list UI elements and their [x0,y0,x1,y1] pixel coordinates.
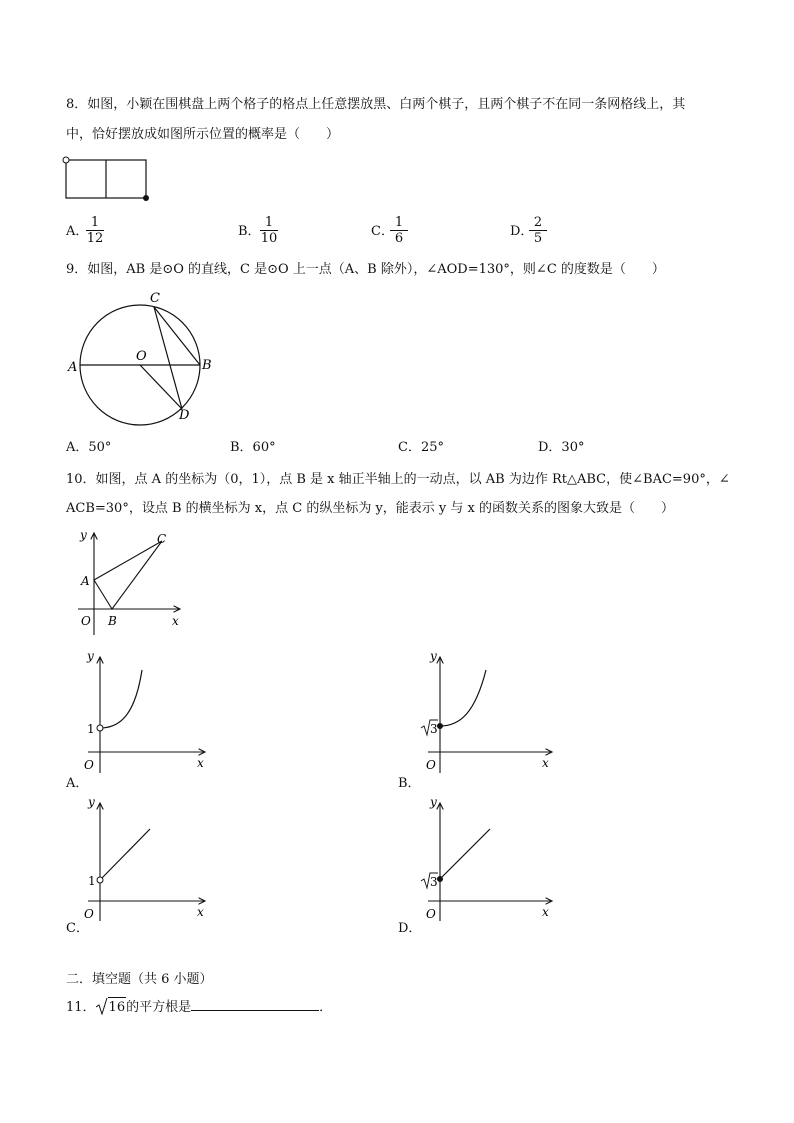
label-o: O [426,758,436,772]
label-b: B [108,614,117,628]
q10-option-b: B． [398,776,421,791]
numerator: 1 [90,215,100,230]
denominator: 5 [533,231,543,246]
q9-option-c: C．25° [398,440,444,455]
q8-line1: 8．如图，小颖在围棋盘上两个格子的格点上任意摆放黑、白两个棋子，且两个棋子不在同一条网格线上，其 [66,97,686,112]
q11-end: ． [319,1000,333,1015]
q11-suffix: 的平方根是 [126,1000,192,1015]
q8-line2: 中，恰好摆放成如图所示位置的概率是（ ） [66,127,340,142]
line [100,829,150,880]
q10-option-c: C． [66,921,89,936]
label-o: O [426,907,436,921]
q9-option-a: A．50° [66,440,112,455]
curve [440,670,486,726]
label-c: C [150,291,160,306]
denominator: 10 [260,231,278,246]
label-y: y [88,795,95,809]
label-x: x [172,614,179,628]
q9-circle-figure [60,285,230,430]
label-c: C [157,532,167,546]
q9-option-b: B．60° [230,440,276,455]
open-point-icon [97,725,103,731]
section-2-title: 二．填空题（共 6 小题） [66,972,213,987]
q11-prefix: 11． [66,1000,96,1015]
label-one: 1 [88,874,96,888]
label-x: x [197,905,204,919]
label-x: x [542,756,549,770]
label-y: y [80,528,87,542]
label-x: x [197,756,204,770]
label-o: O [84,758,94,772]
q9-line1: 9．如图，AB 是⊙O 的直线，C 是⊙O 上一点（A、B 除外），∠AOD=130°，则∠C 的度数是（ ） [66,262,665,277]
sqrt-sign-icon [96,997,108,1015]
label-sqrt3: 3 [430,875,438,889]
closed-point-icon [437,876,443,882]
label-d: D [179,408,190,423]
q10-line1: 10．如图，点 A 的坐标为（0，1），点 B 是 x 轴正半轴上的一动点，以 AB 为边作 Rt△ABC，使∠BAC=90°，∠ [66,472,730,487]
label-o: O [84,907,94,921]
numerator: 2 [533,215,543,230]
q8-option-c-fraction [390,215,408,246]
q10-triangle-figure [70,525,190,635]
q10-graph-c [80,793,210,923]
q11-radicand: 16 [108,997,127,1018]
numerator: 1 [264,215,274,230]
q8-grid-figure [60,152,155,207]
open-point-icon [97,877,103,883]
black-stone-icon [143,195,149,201]
q8-option-a-letter: A． [66,224,89,239]
white-stone-icon [63,157,69,163]
q10-option-a: A． [66,776,89,791]
q8-option-d-fraction [529,215,547,246]
q8-option-c-letter: C． [371,224,394,239]
label-sqrt3: 3 [430,722,438,736]
line [440,829,490,879]
curve [100,670,142,728]
q11-answer-blank[interactable] [191,996,319,1011]
q10-graph-b [420,645,560,775]
denominator: 6 [394,231,404,246]
q11-line [66,996,332,1018]
q8-option-b-letter: B． [238,224,261,239]
q11-sqrt [96,997,127,1018]
q8-option-a-fraction [86,215,104,246]
numerator: 1 [394,215,404,230]
label-one: 1 [87,722,95,736]
label-b: B [202,358,212,373]
label-a: A [68,360,78,375]
label-a: A [81,574,90,588]
label-o: O [81,614,91,628]
q10-graph-d [420,793,560,923]
label-y: y [430,649,437,663]
q8-option-d-letter: D． [510,224,534,239]
q9-option-d: D．30° [538,440,585,455]
triangle-abc [94,541,162,609]
q8-option-b-fraction [260,215,278,246]
label-x: x [542,905,549,919]
label-y: y [87,649,94,663]
denominator: 12 [86,231,104,246]
label-o: O [136,349,147,364]
q10-line2: ACB=30°，设点 B 的横坐标为 x，点 C 的纵坐标为 y，能表示 y 与 x 的函数关系的图象大致是（ ） [66,501,674,516]
closed-point-icon [437,723,443,729]
q10-graph-a [80,645,210,775]
label-y: y [430,795,437,809]
q10-option-d: D． [398,921,422,936]
